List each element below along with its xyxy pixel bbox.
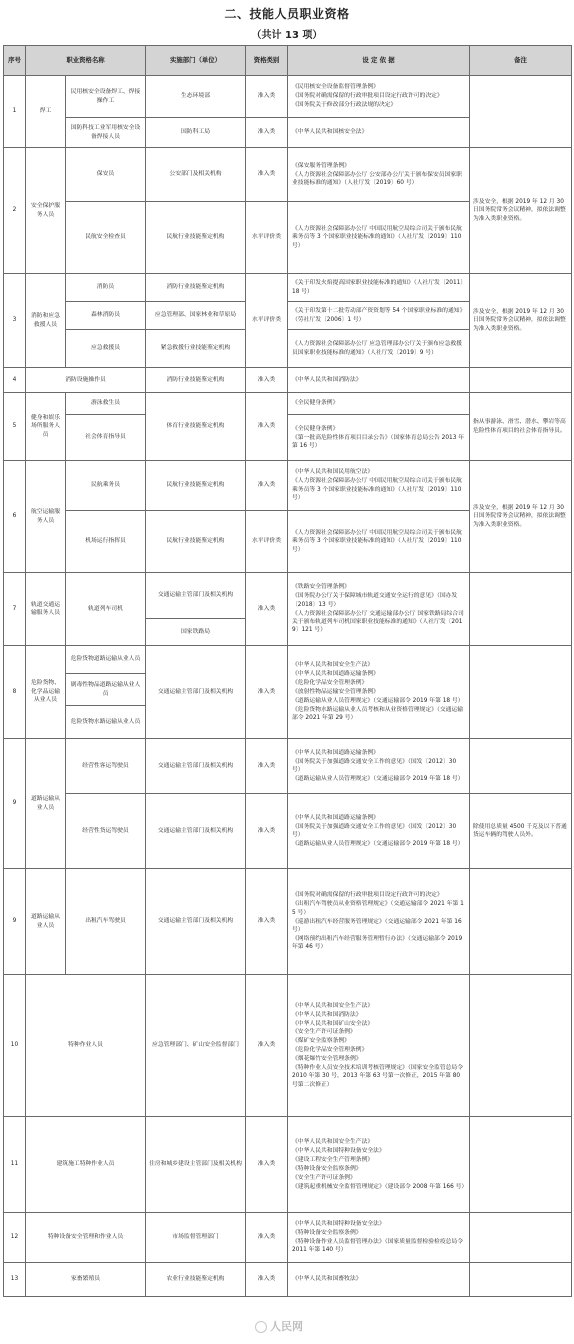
basis-line: 《安全生产许可证条例》 bbox=[292, 1174, 356, 1181]
basis-line: 《特种设备安全监察条例》 bbox=[292, 1165, 362, 1172]
category-cell: 准入类 bbox=[246, 118, 288, 148]
row-number: 5 bbox=[4, 393, 26, 461]
col-category: 资格类别 bbox=[246, 46, 288, 76]
basis-line: 《烟花爆竹安全管理条例》 bbox=[292, 1056, 362, 1063]
department-cell: 国家铁路局 bbox=[146, 619, 246, 646]
qualification-group-name: 危险货物、化学品运输从业人员 bbox=[26, 646, 66, 739]
row-number: 2 bbox=[4, 148, 26, 274]
basis-cell bbox=[288, 118, 470, 148]
table-row bbox=[4, 368, 572, 393]
category-cell: 水平评价类 bbox=[246, 274, 288, 368]
basis-line: 《国务院关于加强道路交通安全工作的意见》（国发〔2012〕30 号） bbox=[292, 823, 457, 838]
table-row bbox=[4, 1263, 572, 1297]
basis-line: 《放射性物品运输安全管理条例》 bbox=[292, 689, 379, 696]
table-header-row bbox=[4, 46, 572, 76]
qualification-group-name: 焊工 bbox=[26, 76, 66, 148]
basis-line: 《全民健身条例》 bbox=[292, 400, 339, 407]
col-no: 序号 bbox=[4, 46, 26, 76]
category-cell: 准入类 bbox=[246, 573, 288, 646]
department-cell: 交通运输主管部门及相关机构 bbox=[146, 739, 246, 794]
table-body bbox=[4, 76, 572, 1297]
category-cell: 准入类 bbox=[246, 794, 288, 869]
qualification-name: 危险货物水路运输从业人员 bbox=[66, 706, 146, 739]
basis-cell bbox=[288, 1263, 470, 1297]
note-cell bbox=[470, 573, 572, 646]
row-number: 13 bbox=[4, 1263, 26, 1297]
department-cell: 国防科工局 bbox=[146, 118, 246, 148]
basis-line: 《国务院办公厅关于保障城市轨道交通安全运行的意见》（国办发〔2018〕13 号） bbox=[292, 593, 458, 608]
category-cell: 准入类 bbox=[246, 368, 288, 393]
basis-cell bbox=[288, 511, 470, 573]
basis-line: 《保安服务管理条例》 bbox=[292, 162, 350, 169]
department-cell: 应急管理部门、矿山安全监督部门 bbox=[146, 975, 246, 1117]
category-cell: 准入类 bbox=[246, 76, 288, 118]
basis-line: 《中华人民共和国道路运输条例》 bbox=[292, 749, 379, 756]
department-cell: 消防行业技能鉴定机构 bbox=[146, 368, 246, 393]
table-row bbox=[4, 794, 572, 869]
basis-line: 《危险货物水路运输从业人员考核和从业资格管理规定》（交通运输部令 2021 年第 29 号） bbox=[292, 706, 464, 722]
qualification-name: 保安员 bbox=[66, 148, 146, 202]
department-cell: 民航行业技能鉴定机构 bbox=[146, 202, 246, 274]
basis-line: 《人力资源社会保障部办公厅 中国民用航空局综合司关于颁布民航乘务员等 3 个国家职业技能标准的通知》（人社厅发〔2019〕110 号） bbox=[292, 225, 462, 249]
category-cell: 水平评价类 bbox=[246, 202, 288, 274]
qualification-name: 民用核安全设备焊工、焊接操作工 bbox=[66, 76, 146, 118]
basis-line: 《道路运输从业人员管理规定》（交通运输部令 2019 年第 18 号） bbox=[292, 697, 464, 704]
category-cell: 准入类 bbox=[246, 461, 288, 511]
department-cell: 生态环境部 bbox=[146, 76, 246, 118]
watermark: 人民网 bbox=[255, 1318, 303, 1334]
basis-line: 《民用核安全设备监督管理条例》 bbox=[292, 84, 379, 91]
basis-line: 《全民健身条例》 bbox=[292, 425, 339, 432]
note-cell: 涉及安全，根据 2019 年 12 月 30 日国务院常务会议精神，拟依法调整为准入类职业资格。 bbox=[470, 461, 572, 573]
row-number: 1 bbox=[4, 76, 26, 148]
basis-line: 《中华人民共和国特种设备安全法》 bbox=[292, 1147, 385, 1154]
table-row bbox=[4, 869, 572, 975]
department-cell: 民航行业技能鉴定机构 bbox=[146, 461, 246, 511]
qualification-group-name: 轨道交通运输服务人员 bbox=[26, 573, 66, 646]
qualification-name: 出租汽车驾驶员 bbox=[66, 869, 146, 975]
basis-line: 《第一批高危险性体育项目目录公告》（国家体育总局公告 2013 年第 16 号） bbox=[292, 434, 465, 449]
qualification-group-name: 消防设施操作员 bbox=[26, 368, 146, 393]
basis-line: 《特种设备安全监察条例》 bbox=[292, 1230, 362, 1237]
basis-line: 《煤矿安全监察条例》 bbox=[292, 1038, 350, 1045]
qualification-group-name: 特种作业人员 bbox=[26, 975, 146, 1117]
basis-line: 《关于印发火焰提高国家职业技能标准的通知》（人社厅发〔2011〕18 号） bbox=[292, 280, 464, 295]
department-cell: 交通运输主管部门及相关机构 bbox=[146, 646, 246, 739]
department-cell: 市场监督管理部门 bbox=[146, 1213, 246, 1263]
basis-line: 《国务院关于修改部分行政法规的决定》 bbox=[292, 102, 397, 109]
department-cell: 消防行业技能鉴定机构 bbox=[146, 274, 246, 302]
basis-line: 《特种设备作业人员监督管理办法》（国家质量监督检验检疫总局令 2011 年第 140 号） bbox=[292, 1239, 464, 1254]
basis-line: 《出租汽车驾驶员从业资格管理规定》（交通运输部令 2021 年第 15 号） bbox=[292, 901, 464, 916]
table-row bbox=[4, 461, 572, 511]
qualification-name: 经营性货运驾驶员 bbox=[66, 794, 146, 869]
department-cell: 民航行业技能鉴定机构 bbox=[146, 511, 246, 573]
note-cell bbox=[470, 869, 572, 975]
qualification-name: 游泳救生员 bbox=[66, 393, 146, 415]
row-number: 8 bbox=[4, 646, 26, 739]
weibo-logo-icon bbox=[255, 1321, 267, 1333]
col-name: 职业资格名称 bbox=[26, 46, 146, 76]
qualification-name: 社会体育指导员 bbox=[66, 415, 146, 461]
qualification-table bbox=[3, 45, 572, 1297]
basis-line: 《人力资源社会保障部办公厅 交通运输部办公厅 国家铁路局综合司关于颁布轨道列车司机国家职业技能标准的通知》（人社厅发〔2019〕121 号） bbox=[292, 610, 464, 634]
qualification-name: 民航安全检查员 bbox=[66, 202, 146, 274]
basis-line: 《关于印发第十二批劳动部产资资划等 54 个国家职业标准的通知》（劳社厅发〔2006〕1 号） bbox=[292, 308, 466, 323]
qualification-group-name: 特种设备安全管理和作业人员 bbox=[26, 1213, 146, 1263]
qualification-name: 森林消防员 bbox=[66, 302, 146, 330]
basis-line: 《国务院对确需保留的行政审批项目设定行政许可的决定》 bbox=[292, 93, 443, 100]
page-subtitle: （共计 13 项） bbox=[251, 30, 323, 41]
row-number: 9 bbox=[4, 869, 26, 975]
category-cell: 准入类 bbox=[246, 148, 288, 202]
qualification-name: 国防科技工业军用核安全设备焊接人员 bbox=[66, 118, 146, 148]
basis-line: 《人力资源社会保障部办公厅 中国民用航空局综合司关于颁布民航乘务员等 3 个国家职业技能标准的通知》（人社厅发〔2019〕110 号） bbox=[292, 478, 462, 502]
basis-line: 《建筑起重机械安全监督管理规定》（建设部令 2008 年第 166 号） bbox=[292, 1183, 468, 1190]
basis-line: 《特种作业人员安全技术培训考核管理规定》（国家安全监管总局令 2010 年第 30 号，2013 年第 63 号第一次修正，2015 年第 80 号第二次修正） bbox=[292, 1065, 464, 1088]
basis-cell bbox=[288, 1117, 470, 1213]
qualification-name: 机场运行指挥员 bbox=[66, 511, 146, 573]
basis-cell bbox=[288, 274, 470, 302]
table-row bbox=[4, 975, 572, 1117]
table-row bbox=[4, 1213, 572, 1263]
table-row bbox=[4, 274, 572, 302]
basis-line: 《巡游出租汽车经营服务管理规定》（交通运输部令 2021 年第 16 号） bbox=[292, 918, 462, 933]
category-cell: 准入类 bbox=[246, 869, 288, 975]
row-number: 7 bbox=[4, 573, 26, 646]
note-cell bbox=[470, 975, 572, 1117]
qualification-group-name: 道路运输从业人员 bbox=[26, 739, 66, 869]
basis-cell bbox=[288, 415, 470, 461]
note-cell bbox=[470, 1117, 572, 1213]
note-cell bbox=[470, 368, 572, 393]
row-number: 6 bbox=[4, 461, 26, 573]
qualification-group-name: 消防和应急救援人员 bbox=[26, 274, 66, 368]
basis-cell bbox=[288, 202, 470, 274]
note-cell: 涉及安全，根据 2019 年 12 月 30 日国务院常务会议精神，拟依法调整为准入类职业资格。 bbox=[470, 274, 572, 368]
department-cell: 交通运输主管部门及相关机构 bbox=[146, 869, 246, 975]
row-number: 12 bbox=[4, 1213, 26, 1263]
category-cell: 准入类 bbox=[246, 1213, 288, 1263]
note-cell bbox=[470, 646, 572, 739]
table-row bbox=[4, 573, 572, 619]
basis-cell bbox=[288, 794, 470, 869]
department-cell: 体育行业技能鉴定机构 bbox=[146, 393, 246, 461]
col-basis: 设 定 依 据 bbox=[288, 46, 470, 76]
basis-line: 《网络预约出租汽车经营服务管理暂行办法》（交通运输部令 2019 年第 46 号） bbox=[292, 935, 463, 951]
department-cell: 交通运输主管部门及相关机构 bbox=[146, 794, 246, 869]
table-row bbox=[4, 393, 572, 415]
basis-line: 《国务院对确需保留的行政审批项目设定行政许可的决定》 bbox=[292, 892, 443, 899]
basis-line: 《道路运输从业人员管理规定》（交通运输部令 2019 年第 18 号） bbox=[292, 775, 464, 782]
category-cell: 准入类 bbox=[246, 393, 288, 461]
qualification-group-name: 健身和娱乐场所服务人员 bbox=[26, 393, 66, 461]
category-cell: 准入类 bbox=[246, 1117, 288, 1213]
basis-cell bbox=[288, 1213, 470, 1263]
basis-line: 《道路运输从业人员管理规定》（交通运输部令 2019 年第 18 号） bbox=[292, 840, 464, 847]
qualification-group-name: 道路运输从业人员 bbox=[26, 869, 66, 975]
basis-line: 《中华人民共和国安全生产法》 bbox=[292, 1002, 374, 1009]
department-cell: 农业行业技能鉴定机构 bbox=[146, 1263, 246, 1297]
basis-line: 《中华人民共和国消防法》 bbox=[292, 1011, 362, 1018]
department-cell: 住房和城乡建设主管部门及相关机构 bbox=[146, 1117, 246, 1213]
basis-line: 《中华人民共和国矿山安全法》 bbox=[292, 1020, 374, 1027]
col-note: 备注 bbox=[470, 46, 572, 76]
row-number: 11 bbox=[4, 1117, 26, 1213]
qualification-name: 应急救援员 bbox=[66, 330, 146, 368]
note-cell: 除使用总质量 4500 千克及以下普通货运车辆的驾驶人员外。 bbox=[470, 794, 572, 869]
note-cell bbox=[470, 1213, 572, 1263]
basis-cell bbox=[288, 573, 470, 646]
basis-cell bbox=[288, 646, 470, 739]
qualification-name: 民航乘务员 bbox=[66, 461, 146, 511]
basis-line: 《中华人民共和国特种设备安全法》 bbox=[292, 1221, 385, 1228]
basis-line: 《国务院关于加强道路交通安全工作的意见》（国发〔2012〕30 号） bbox=[292, 758, 457, 773]
qualification-name: 经营性客运驾驶员 bbox=[66, 739, 146, 794]
basis-cell bbox=[288, 302, 470, 330]
note-cell bbox=[470, 76, 572, 148]
row-number: 9 bbox=[4, 739, 26, 869]
page-title: 二、技能人员职业资格 bbox=[224, 7, 350, 21]
basis-line: 《中华人民共和国道路运输条例》 bbox=[292, 671, 379, 678]
table-row bbox=[4, 739, 572, 794]
department-cell: 交通运输主管部门及相关机构 bbox=[146, 573, 246, 619]
row-number: 4 bbox=[4, 368, 26, 393]
basis-cell bbox=[288, 368, 470, 393]
basis-line: 《铁路安全管理条例》 bbox=[292, 584, 350, 591]
category-cell: 准入类 bbox=[246, 1263, 288, 1297]
basis-line: 《安全生产许可证条例》 bbox=[292, 1029, 356, 1036]
basis-line: 《中华人民共和国畜牧法》 bbox=[292, 1276, 362, 1283]
department-cell: 公安部门及相关机构 bbox=[146, 148, 246, 202]
basis-cell bbox=[288, 461, 470, 511]
department-cell: 应急管理部、国家林业和草原局 bbox=[146, 302, 246, 330]
basis-line: 《危险化学品安全管理条例》 bbox=[292, 1047, 368, 1054]
basis-cell bbox=[288, 739, 470, 794]
qualification-group-name: 航空运输服务人员 bbox=[26, 461, 66, 573]
basis-line: 《中华人民共和国消防法》 bbox=[292, 376, 362, 383]
qualification-name: 消防员 bbox=[66, 274, 146, 302]
category-cell: 水平评价类 bbox=[246, 511, 288, 573]
table-row bbox=[4, 148, 572, 202]
table-row bbox=[4, 646, 572, 674]
basis-line: 《人力资源社会保障部办公厅 中国民用航空局综合司关于颁布民航乘务员等 3 个国家职业技能标准的通知》（人社厅发〔2019〕110 号） bbox=[292, 529, 462, 553]
basis-line: 《建设工程安全生产管理条例》 bbox=[292, 1156, 374, 1163]
basis-line: 《中华人民共和国安全生产法》 bbox=[292, 662, 374, 669]
basis-cell bbox=[288, 975, 470, 1117]
table-row bbox=[4, 1117, 572, 1213]
basis-line: 《人力资源社会保障部办公厅 应急管理部办公厅关于颁布应急救援员国家职业技能标准的通知》（人社厅发〔2019〕9 号） bbox=[292, 341, 462, 356]
category-cell: 准入类 bbox=[246, 646, 288, 739]
basis-line: 《危险化学品安全管理条例》 bbox=[292, 680, 368, 687]
basis-line: 《人力资源社会保障部办公厅 公安部办公厅关于颁布保安员国家职业技能标准的通知》（人社厅发〔2019〕60 号） bbox=[292, 171, 462, 186]
qualification-group-name: 安全保护服务人员 bbox=[26, 148, 66, 274]
note-cell: 涉及安全，根据 2019 年 12 月 30 日国务院常务会议精神，拟依法调整为准入类职业资格。 bbox=[470, 148, 572, 274]
qualification-group-name: 建筑施工特种作业人员 bbox=[26, 1117, 146, 1213]
department-cell: 紧急救援行业技能鉴定机构 bbox=[146, 330, 246, 368]
basis-cell bbox=[288, 148, 470, 202]
col-dept: 实施部门（单位） bbox=[146, 46, 246, 76]
qualification-name: 危险货物道路运输从业人员 bbox=[66, 646, 146, 674]
basis-cell bbox=[288, 393, 470, 415]
qualification-group-name: 家畜繁殖员 bbox=[26, 1263, 146, 1297]
basis-line: 《中华人民共和国民用航空法》 bbox=[292, 469, 374, 476]
basis-cell bbox=[288, 869, 470, 975]
note-cell bbox=[470, 739, 572, 794]
row-number: 10 bbox=[4, 975, 26, 1117]
basis-line: 《中华人民共和国道路运输条例》 bbox=[292, 814, 379, 821]
basis-line: 《中华人民共和国核安全法》 bbox=[292, 129, 368, 136]
qualification-name: 轨道列车司机 bbox=[66, 573, 146, 646]
table-row bbox=[4, 76, 572, 118]
qualification-name: 剧毒性物品道路运输从业人员 bbox=[66, 674, 146, 706]
note-cell bbox=[470, 1263, 572, 1297]
basis-cell bbox=[288, 330, 470, 368]
basis-cell bbox=[288, 76, 470, 118]
basis-line: 《中华人民共和国安全生产法》 bbox=[292, 1139, 374, 1146]
row-number: 3 bbox=[4, 274, 26, 368]
category-cell: 准入类 bbox=[246, 975, 288, 1117]
note-cell: 指从事游泳、滑雪、潜水、攀岩等高危险性体育项目的社会体育指导员。 bbox=[470, 393, 572, 461]
category-cell: 准入类 bbox=[246, 739, 288, 794]
